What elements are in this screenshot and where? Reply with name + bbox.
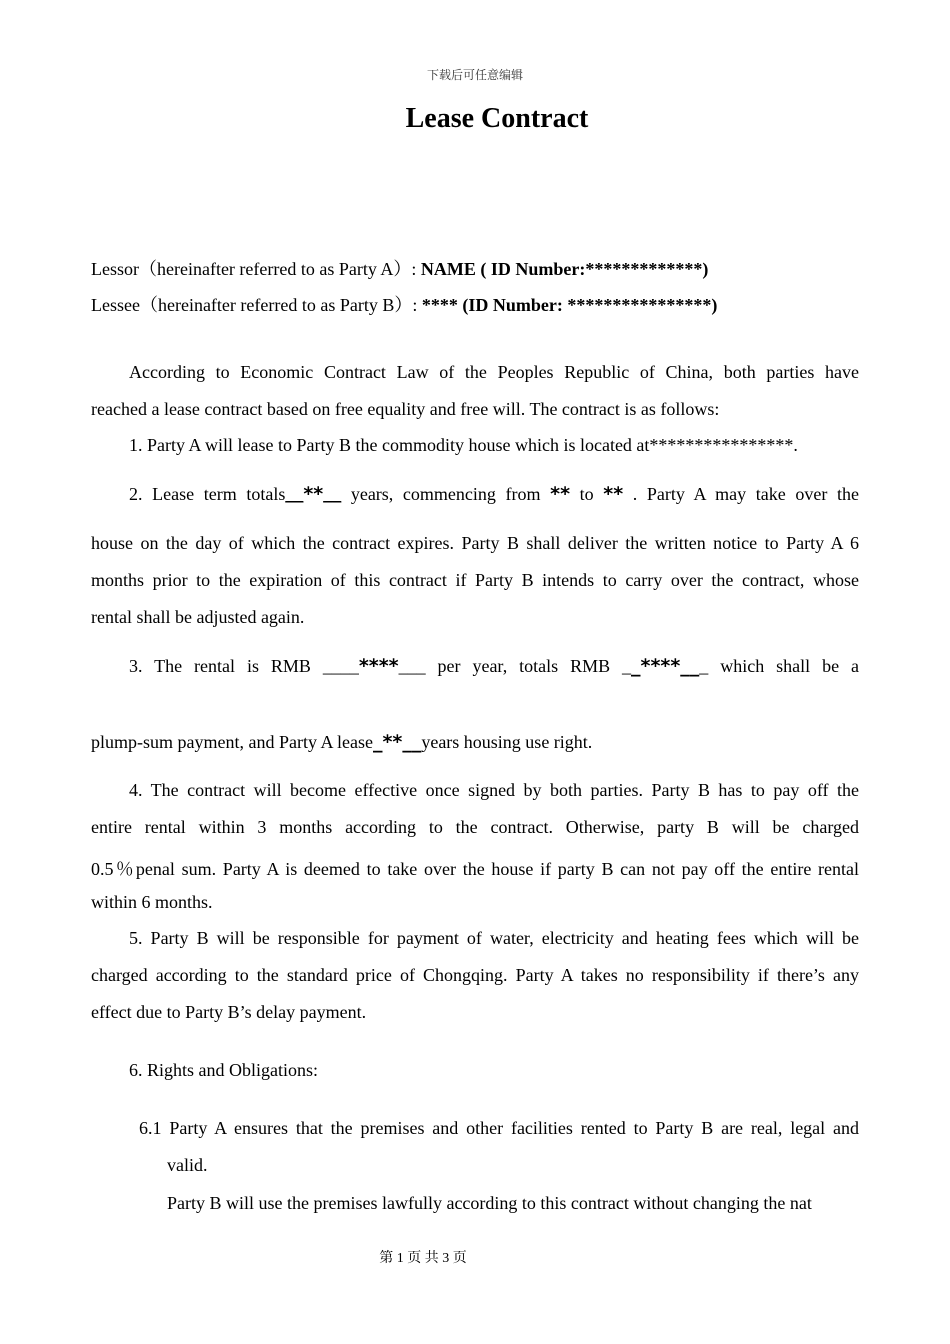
clause-5-line-1: 5. Party B will be responsible for payment of water, electricity and heating fees which will be <box>129 928 859 948</box>
start-date-field: ** <box>550 483 571 505</box>
fill-blank: __ <box>323 484 342 504</box>
clause-3-text-e: years housing use right. <box>421 732 593 752</box>
rental-total-field: _****__ <box>631 655 700 677</box>
clause-4-line-3: 0.5％penal sum. Party A is deemed to take over the house if party B can not pay off the entire rental <box>91 859 859 879</box>
lessee-label: Lessee（hereinafter referred to as Party B）: <box>91 295 422 315</box>
clause-3-text-c: _ which shall be a <box>699 656 859 676</box>
header-note: 下载后可任意编辑 <box>426 68 523 82</box>
clause-5-line-2: charged according to the standard price of Chongqing. Party A takes no responsibility if there’s any <box>91 965 859 985</box>
term-years-field: ** <box>303 483 324 505</box>
end-date-field: ** <box>603 483 624 505</box>
clause-2-line-4: rental shall be adjusted again. <box>91 607 305 627</box>
clause-2-line-2: house on the day of which the contract expires. Party B shall deliver the written notice to Party A 6 <box>91 533 859 553</box>
clause-1: 1. Party A will lease to Party B the commodity house which is located at****************. <box>129 435 798 455</box>
clause-4-line-1: 4. The contract will become effective once signed by both parties. Party B has to pay off the <box>129 780 859 800</box>
clause-2-text-a: 2. Lease term totals <box>129 484 286 504</box>
clause-2-text-b: years, commencing from <box>341 484 551 504</box>
clause-6-1-line-2: valid. <box>167 1155 208 1175</box>
use-right-years-field: _**__ <box>372 731 422 753</box>
clause-4-line-2: entire rental within 3 months according to the contract. Otherwise, party B will be charged <box>91 817 859 837</box>
clause-2-text-d: . Party A may take over the <box>623 484 860 504</box>
lessor-line <box>91 255 708 281</box>
clause-4-line-4: within 6 months. <box>91 892 213 912</box>
intro-line-2: reached a lease contract based on free equality and free will. The contract is as follows: <box>91 399 720 419</box>
document-title: Lease Contract <box>405 103 589 134</box>
page-footer: 第 1 页 共 3 页 <box>379 1251 467 1266</box>
clause-2-text-c: to <box>570 484 604 504</box>
intro-line-1: According to Economic Contract Law of the Peoples Republic of China, both parties have <box>129 362 859 382</box>
rental-per-year-field: **** <box>358 655 399 677</box>
lessee-line <box>91 291 717 317</box>
clause-2-line-3: months prior to the expiration of this contract if Party B intends to carry over the contract, whose <box>91 570 859 590</box>
clause-5-line-3: effect due to Party B’s delay payment. <box>91 1002 367 1022</box>
clause-6-1-line-1: 6.1 Party A ensures that the premises and other facilities rented to Party B are real, legal and <box>139 1118 859 1138</box>
clause-3-line-2 <box>91 731 592 753</box>
lessor-value: NAME ( ID Number:*************) <box>420 259 709 279</box>
clause-3-text-b: ___ per year, totals RMB _ <box>398 656 632 676</box>
clause-3-text-d: plump-sum payment, and Party A lease <box>91 732 373 752</box>
clause-6-1-line-3: Party B will use the premises lawfully according to this contract without changing the nat <box>167 1193 812 1213</box>
lessee-value: **** (ID Number: ****************) <box>421 295 718 315</box>
fill-blank: __ <box>285 484 304 504</box>
clause-2-line-1 <box>129 483 859 505</box>
clause-3-text-a: 3. The rental is RMB ____ <box>129 656 359 676</box>
clause-3-line-1 <box>129 655 859 677</box>
clause-6-heading: 6. Rights and Obligations: <box>129 1060 318 1080</box>
lessor-label: Lessor（hereinafter referred to as Party A）: <box>91 259 421 279</box>
